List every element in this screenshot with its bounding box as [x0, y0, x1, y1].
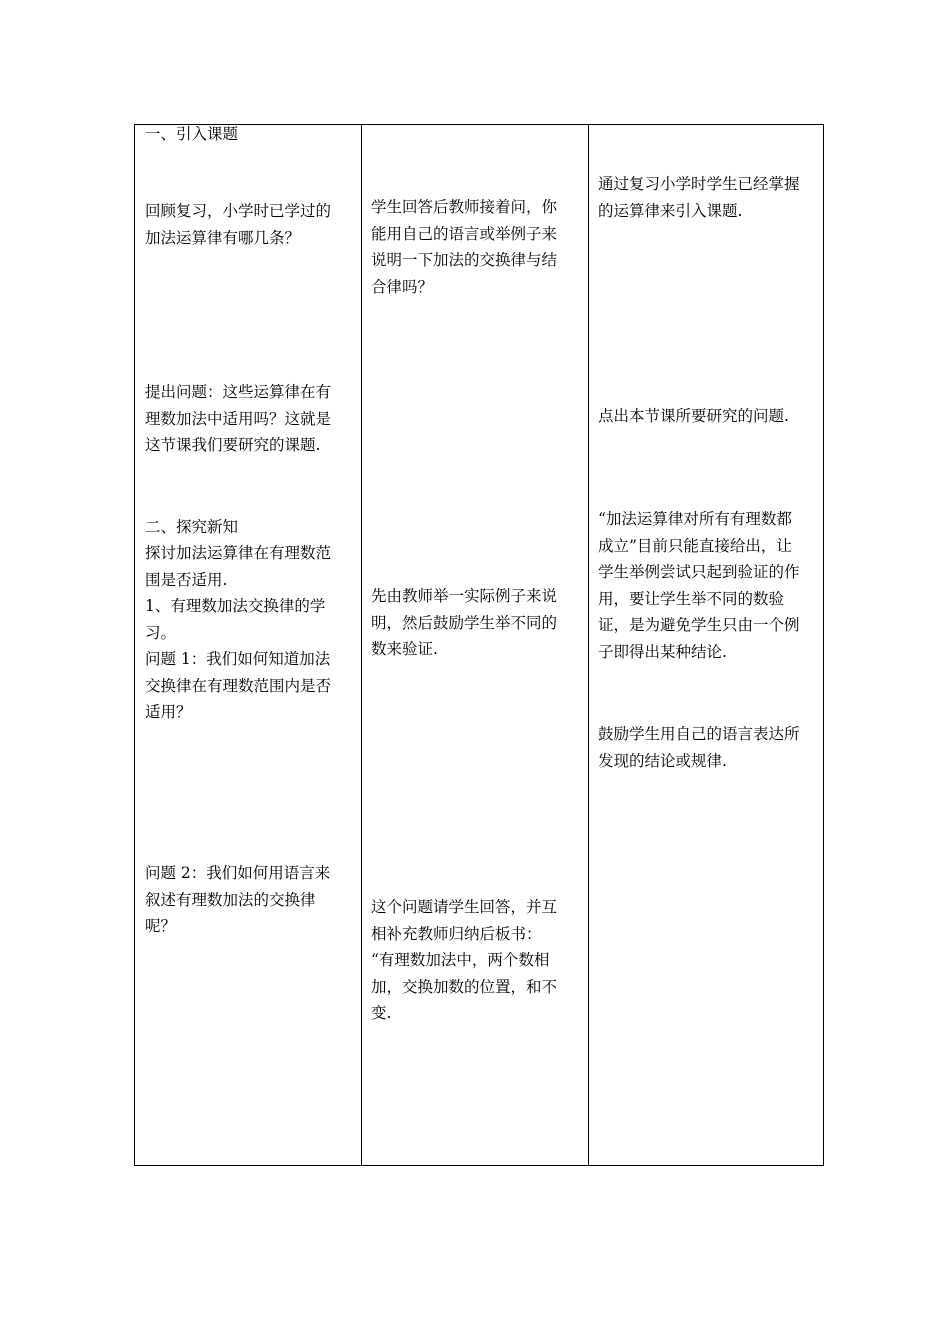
explore-content: 探讨加法运算律在有理数范 围是否适用. 1、有理数加法交换律的学 习。 问题 1：我们如何知道加法 交换律在有理数范围内是否 适用？: [145, 544, 332, 721]
review-question: 回顾复习，小学时已学过的 加法运算律有哪几条？: [145, 202, 332, 247]
teacher-example: 先由教师举一实际例子来说 明，然后鼓励学生举不同的 数来验证.: [371, 587, 558, 658]
section-heading-explore: 二、探究新知: [145, 518, 239, 536]
intro-purpose: 通过复习小学时学生已经掌握 的运算律来引入课题.: [598, 175, 800, 220]
section-heading-intro: 一、引入课题: [145, 125, 239, 143]
design-note: “加法运算律对所有有理数都 成立”目前只能直接给出，让 学生举例尝试只起到验证的作 用，要让学生举不同的数验 证，是为避免学生只由一个例 子即得出某种结论.: [598, 510, 800, 661]
point-out-problem: 点出本节课所要研究的问题.: [598, 407, 789, 425]
answer-followup: 学生回答后教师接着问，你 能用自己的语言或举例子来 说明一下加法的交换律与结 合律吗？: [371, 198, 558, 296]
question-2: 问题 2：我们如何用语言来 叙述有理数加法的交换律 呢？: [145, 864, 331, 935]
lesson-plan-table: [134, 124, 824, 1166]
column-divider: [361, 125, 362, 1165]
blackboard-summary: 这个问题请学生回答，并互 相补充教师归纳后板书： “有理数加法中，两个数相 加，交换加数的位置，和不 变.: [371, 898, 558, 1022]
raise-question: 提出问题：这些运算律在有 理数加法中适用吗？这就是 这节课我们要研究的课题.: [145, 383, 332, 454]
column-divider: [588, 125, 589, 1165]
encourage-expression: 鼓励学生用自己的语言表达所 发现的结论或规律.: [598, 725, 800, 770]
